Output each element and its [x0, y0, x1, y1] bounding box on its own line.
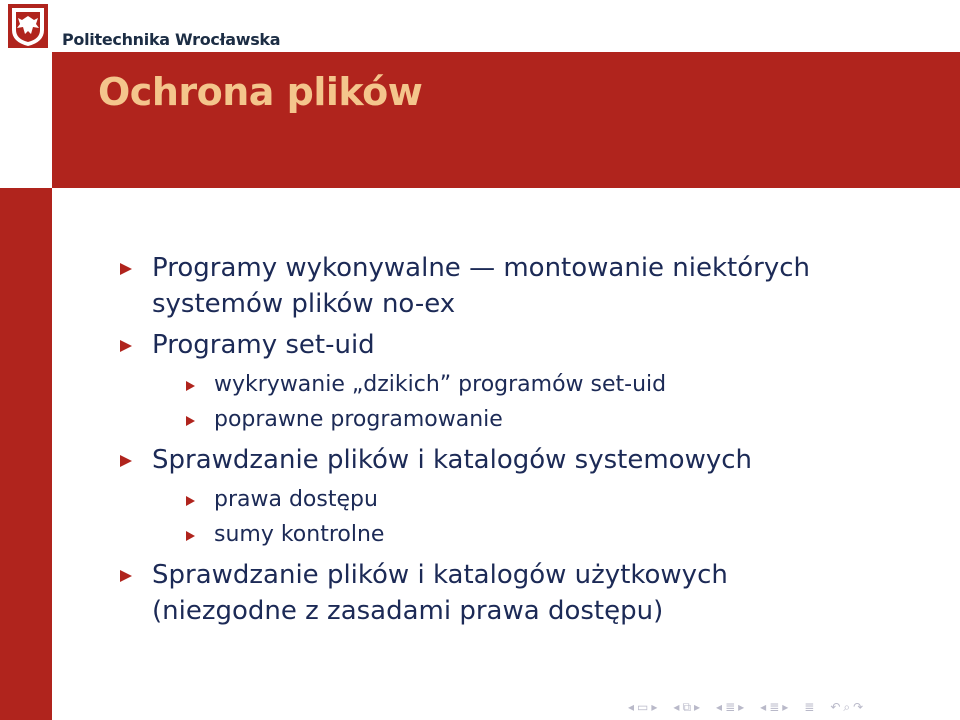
sub-bullet-item	[120, 517, 920, 552]
bullet-item	[120, 327, 920, 437]
nav-next-part-icon[interactable]: ▸	[782, 700, 789, 714]
sub-bullet-item	[120, 402, 920, 437]
triangle-bullet-icon	[186, 416, 195, 426]
title-band	[52, 52, 960, 188]
nav-forward-icon[interactable]: ↷	[853, 700, 864, 714]
header-bar	[0, 0, 960, 52]
nav-subsection-icon[interactable]: ⧉	[682, 699, 692, 714]
nav-section-icon[interactable]: ≣	[725, 700, 736, 714]
bullet-text: Programy set-uid	[152, 330, 375, 360]
triangle-bullet-icon	[120, 570, 132, 582]
nav-next-slide-icon[interactable]: ▸	[651, 700, 658, 714]
slide-title: Ochrona plików	[98, 70, 423, 114]
bullet-text-line2: systemów plików no-ex	[152, 289, 456, 319]
beamer-navigation	[628, 698, 863, 716]
nav-next-subsection-icon[interactable]: ▸	[694, 700, 701, 714]
triangle-bullet-icon	[120, 340, 132, 352]
nav-prev-part-icon[interactable]: ◂	[760, 700, 767, 714]
bullet-text-line1: Programy wykonywalne — montowanie niektórych	[152, 253, 811, 283]
nav-part-icon[interactable]: ≣	[769, 700, 780, 714]
nav-prev-section-icon[interactable]: ◂	[716, 700, 723, 714]
slide-content	[120, 250, 920, 634]
sub-bullet-text: prawa dostępu	[214, 487, 378, 512]
nav-prev-subsection-icon[interactable]: ◂	[673, 700, 680, 714]
nav-prev-slide-icon[interactable]: ◂	[628, 700, 635, 714]
nav-frame-icon[interactable]: ▭	[637, 700, 649, 714]
university-name: Politechnika Wrocławska	[62, 30, 281, 49]
nav-search-icon[interactable]: ⌕	[843, 699, 851, 714]
bullet-item	[120, 250, 920, 322]
triangle-bullet-icon	[120, 263, 132, 275]
triangle-bullet-icon	[186, 531, 195, 541]
triangle-bullet-icon	[186, 496, 195, 506]
sub-bullet-text: wykrywanie „dzikich” programów set-uid	[214, 372, 667, 397]
triangle-bullet-icon	[186, 381, 195, 391]
nav-next-section-icon[interactable]: ▸	[738, 700, 745, 714]
left-accent-strip	[0, 188, 52, 720]
bullet-text: Sprawdzanie plików i katalogów systemowych	[152, 445, 753, 475]
sub-bullet-text: sumy kontrolne	[214, 522, 385, 547]
eagle-crest-icon	[8, 4, 48, 48]
bullet-text-line1: Sprawdzanie plików i katalogów użytkowych	[152, 560, 728, 590]
bullet-item	[120, 557, 920, 629]
sub-bullet-item	[120, 367, 920, 402]
sub-bullet-text: poprawne programowanie	[214, 407, 503, 432]
triangle-bullet-icon	[120, 455, 132, 467]
sub-bullet-item	[120, 482, 920, 517]
bullet-text-line2: (niezgodne z zasadami prawa dostępu)	[152, 596, 664, 626]
bullet-item	[120, 442, 920, 552]
nav-toc-icon[interactable]: ≣	[804, 700, 815, 714]
nav-back-icon[interactable]: ↶	[830, 700, 841, 714]
